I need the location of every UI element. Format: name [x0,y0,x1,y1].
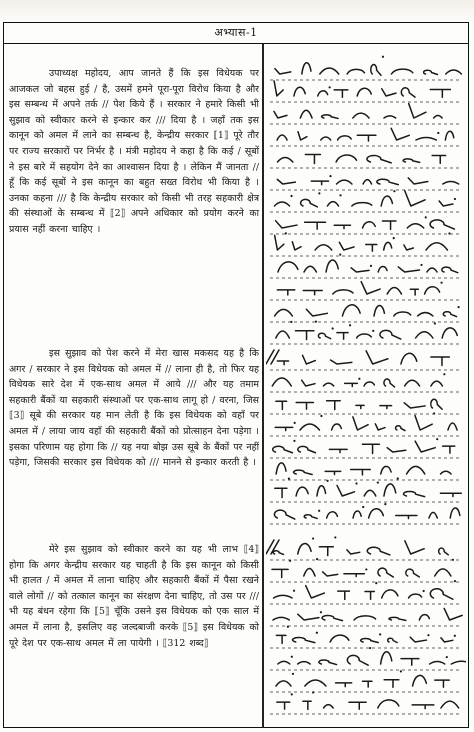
section-break-mark [266,540,279,554]
shorthand-dot [320,415,322,417]
shorthand-outline [441,471,451,474]
shorthand-outline [366,244,377,251]
shorthand-outline [277,135,287,140]
shorthand-outline [296,487,308,496]
shorthand-outline [305,680,326,686]
shorthand-dot [334,536,336,538]
shorthand-outline [277,702,290,709]
shorthand-outline [434,116,443,118]
shorthand-dot [423,590,425,592]
shorthand-dot [377,481,379,483]
shorthand-outline [394,312,411,316]
shorthand-outline [431,399,442,409]
shorthand-dot [291,656,293,658]
shorthand-outline [327,202,338,206]
shorthand-outline [298,662,310,664]
shorthand-outline [357,88,371,96]
shorthand-dot [440,282,442,284]
shorthand-outline [430,662,445,664]
shorthand-dot [358,378,360,380]
shorthand-outline [430,220,454,229]
shorthand-outline [304,569,315,576]
shorthand-outline [324,705,334,708]
shorthand-dot [375,582,377,584]
shorthand-outline [272,569,288,577]
shorthand-outline [406,569,419,577]
shorthand-outline [401,659,419,665]
shorthand-outline [430,589,453,599]
shorthand-dot [288,477,290,479]
shorthand-outline [405,191,425,206]
shorthand-outline [331,360,352,364]
shorthand-outline [342,305,360,316]
shorthand-dot [433,412,435,414]
shorthand-outline [401,88,415,97]
shorthand-dot [329,86,331,88]
shorthand-outline [304,266,316,272]
shorthand-outline [347,655,368,665]
shorthand-outline [302,380,315,386]
shorthand-dot [382,56,384,58]
shorthand-outline [363,180,371,184]
shorthand-dot [379,633,381,635]
shorthand-outline [387,448,406,452]
shorthand-outline [439,548,449,555]
shorthand-outline [407,466,425,474]
shorthand-outline [318,333,330,338]
shorthand-outline [337,333,348,339]
shorthand-outline [323,572,338,576]
shorthand-outline [430,90,450,98]
shorthand-outline [292,242,301,250]
shorthand-outline [427,268,437,272]
shorthand-dot [320,611,322,613]
shorthand-dot [434,322,436,324]
shorthand-dot [312,537,314,539]
shorthand-outline [426,243,447,250]
passage-paragraph-1: उपाध्यक्ष महोदय, आप जानते हैं कि इस विधेयक पर आजकल जो बहस हुई / है, उसमें हमने पूरा-पूरा विरोध किया है और इस सम्बन्ध में अपने तर्क // पेश किये हैं । सरकार ने हमारे किसी भी सुझाव को स्वीकार करने से इन्कार कर /// दिया है । जहाँ तक इस कानून को अमल में लाने का सम्बन्ध है, केन्द्रीय सरकार ⟦1⟧ पूरे तौर पर राज्य सरकारों पर निर्भर है । मंत्री महोदय ने कहा है कि कई / सूबों ने इस बारे में सहयोग देने का आश्वासन दिया है । लेकिन मैं जानता // हूँ कि कई सूबों ने इस कानून का बहुत सख्त विरोध भी किया है । उनका कहना /// है कि केन्द्रीय सरकार को किसी भी तरह सहकारी क्षेत्र की संस्थाओं के सम्बन्ध में ⟦2⟧ अपने अधिकार को प्रयोग करने का प्रयास नहीं करना चाहिए । [9,68,259,235]
shorthand-outline [334,225,350,228]
shorthand-outline [363,222,376,228]
shorthand-outline [396,515,417,518]
shorthand-outline [444,608,462,620]
shorthand-dot [452,559,454,561]
shorthand-outline [412,705,434,709]
shorthand-outline [338,591,350,599]
shorthand-dot [293,590,295,592]
shorthand-outline [319,547,333,556]
shorthand-outline [380,406,392,409]
shorthand-outline [277,179,295,184]
shorthand-outline [384,680,399,688]
shorthand-outline [298,132,307,140]
shorthand-outline [404,491,425,496]
shorthand-outline [378,700,399,708]
shorthand-outline [277,157,292,162]
shorthand-outline [275,427,292,430]
shorthand-outline [298,446,316,452]
shorthand-dot [316,558,318,560]
shorthand-outline [273,617,289,620]
page-top-margin [0,0,474,22]
shorthand-outline [319,660,337,665]
shorthand-outline [320,68,339,74]
shorthand-dot [437,132,439,134]
shorthand-outline [382,221,395,229]
shorthand-outline [451,661,466,664]
shorthand-outline [276,401,287,409]
shorthand-outline [441,701,459,708]
shorthand-outline [338,136,352,140]
shorthand-column [266,46,466,726]
shorthand-outline [357,334,372,338]
shorthand-dot [316,632,318,634]
shorthand-outline [275,69,291,74]
shorthand-outline [409,594,422,598]
shorthand-outline [443,446,455,453]
shorthand-outline [404,403,425,408]
shorthand-outline [435,680,449,687]
shorthand-outline [276,681,291,686]
shorthand-outline [303,355,316,364]
shorthand-outline [351,268,369,272]
shorthand-outline [277,290,294,295]
shorthand-outline [408,178,428,184]
shorthand-outline [306,309,327,316]
shorthand-dot [349,324,351,326]
shorthand-outline [275,309,293,316]
shorthand-outline [367,155,391,162]
shorthand-outline [391,128,409,140]
shorthand-outline [305,155,320,164]
shorthand-outline [298,614,319,620]
shorthand-outline [347,550,360,554]
shorthand-outline [440,493,461,496]
shorthand-outline [326,260,338,272]
shorthand-outline [303,290,322,294]
shorthand-outline [410,289,418,295]
shorthand-outline [306,586,325,598]
shorthand-outline [431,357,450,365]
shorthand-outline [377,179,398,184]
shorthand-outline [295,331,313,340]
shorthand-outline [345,383,358,386]
shorthand-outline [330,635,349,642]
shorthand-dot [312,691,314,693]
shorthand-dot [436,438,438,440]
shorthand-outline [276,331,290,338]
shorthand-outline [367,547,390,555]
shorthand-outline [381,196,392,206]
shorthand-outline [274,81,283,96]
shorthand-outline [304,515,317,519]
shorthand-outline [301,199,318,206]
shorthand-outline [441,638,453,642]
shorthand-outline [311,181,328,185]
shorthand-outline [353,511,361,518]
shorthand-dot [384,503,386,505]
shorthand-outlines-drawing [266,46,466,726]
shorthand-outline [354,616,375,620]
shorthand-dot [446,656,448,658]
shorthand-outline [396,426,405,431]
shorthand-outline [416,138,436,140]
shorthand-outline [384,116,396,118]
shorthand-outline [361,282,380,294]
shorthand-outline [353,417,368,430]
shorthand-dot [355,482,357,484]
shorthand-outline [446,70,462,74]
shorthand-dot [393,237,395,239]
shorthand-outline [274,510,294,519]
shorthand-dot [329,175,331,177]
shorthand-outline [375,424,385,430]
shorthand-outline [443,181,459,184]
shorthand-outline [334,90,348,97]
shorthand-outline [327,401,341,410]
shorthand-dot [290,321,292,323]
shorthand-outline [317,486,326,496]
shorthand-dot [457,306,459,308]
shorthand-outline [404,245,413,250]
shorthand-outline [442,267,458,272]
shorthand-outline [388,638,397,642]
title-bar [3,22,469,44]
shorthand-outline [361,639,378,643]
shorthand-outline [384,379,395,387]
shorthand-outline [387,287,401,294]
shorthand-outline [407,224,424,228]
shorthand-outline [276,221,298,228]
shorthand-dot [287,626,289,628]
shorthand-dot [397,477,399,479]
shorthand-outline [315,245,332,250]
shorthand-dot [454,198,456,200]
shorthand-dot [290,195,292,197]
shorthand-outline [419,615,429,620]
shorthand-outline [398,267,419,272]
section-break-mark [266,350,279,364]
shorthand-outline [296,403,313,410]
shorthand-dot [318,192,320,194]
shorthand-outline [336,155,356,162]
shorthand-outline [403,159,419,162]
page-title: अभ्यास-1 [214,26,258,39]
shorthand-outline [349,702,366,709]
shorthand-outline [366,351,388,364]
shorthand-outline [418,313,433,316]
shorthand-outline [302,63,311,74]
shorthand-outline [276,635,286,643]
shorthand-outline [294,470,313,474]
shorthand-outline [303,701,311,709]
shorthand-outline [413,675,427,686]
shorthand-outline [327,512,338,518]
shorthand-outline [347,69,364,74]
shorthand-dot [289,560,291,562]
shorthand-outline [351,469,371,474]
shorthand-outline [410,637,426,642]
shorthand-outline [362,444,379,453]
shorthand-outline [435,569,451,576]
shorthand-outline [322,615,342,620]
shorthand-dot [400,670,402,672]
shorthand-outline [431,381,442,386]
shorthand-outline [442,328,457,338]
shorthand-outline [321,137,331,140]
shorthand-outline [278,661,290,664]
shorthand-outline [318,91,328,96]
shorthand-outline [277,361,288,365]
shorthand-dot [294,422,296,424]
shorthand-outline [322,115,339,119]
shorthand-outline [333,290,353,294]
shorthand-dot [427,634,429,636]
shorthand-outline [371,65,381,76]
shorthand-outline [278,262,298,272]
shorthand-dot [285,232,287,234]
shorthand-dot [372,330,374,332]
shorthand-dot [425,216,427,218]
shorthand-outline [336,683,352,687]
shorthand-outline [405,380,420,386]
shorthand-outline [391,69,412,74]
shorthand-outline [382,89,396,96]
shorthand-outline [363,681,372,687]
shorthand-outline [443,312,456,317]
shorthand-outline [273,446,293,452]
shorthand-outline [384,484,396,496]
passage-paragraph-2: इस सुझाव को पेश करने में मेरा खास मकसद यह है कि अगर / सरकार ने इस विधेयक को अमल में // लाना ही है, तो फिर यह विधेयक सारे देश में एक-साथ अमल में आये /// और यह तमाम सहकारी बैंकों या सहकारी संस्थाओं पर एक-साथ लागू हो / वरना, जिस ⟦3⟧ सूबे की सरकार यह मान लेती है कि इस विधेयक को वहाँ पर अमल में / लाया जाय वहाँ की सहकारी बैंकों को प्रोत्साहन देना पड़ेगा । इसका परिणाम यह होगा कि // यह नया बोझ उस सूबे के बैंकों पर नहीं पड़ेगा, जिसकी सरकार इस विधेयक को /// मानने से इन्कार करती है । [9,348,259,469]
shorthand-outline [439,201,453,206]
shorthand-outline [409,104,426,118]
shorthand-dot [318,510,320,512]
shorthand-outline [323,383,333,386]
shorthand-dot [292,673,294,675]
shorthand-outline [364,490,376,496]
shorthand-outline [329,449,347,452]
shorthand-dot [339,254,341,256]
shorthand-outline [339,242,354,250]
shorthand-outline [275,235,284,250]
shorthand-dot [454,635,456,637]
shorthand-outline [298,544,311,554]
shorthand-outline [365,592,374,600]
shorthand-outline [305,222,326,229]
shorthand-outline [364,382,374,386]
shorthand-outline [274,202,289,206]
shorthand-outline [378,266,387,272]
shorthand-outline [325,471,341,474]
shorthand-outline [274,111,287,118]
shorthand-dot [339,194,341,196]
shorthand-dot [393,190,395,192]
shorthand-dot [291,693,293,695]
shorthand-outline [450,508,460,518]
shorthand-outline [405,541,424,554]
shorthand-outline [415,416,432,430]
shorthand-outline [353,113,369,118]
shorthand-outline [401,353,417,364]
shorthand-dot [420,264,422,266]
column-divider [262,44,264,728]
shorthand-outline [448,423,457,430]
shorthand-outline [300,424,319,430]
shorthand-outline [445,131,453,140]
shorthand-outline [374,305,384,316]
shorthand-dot [443,373,445,375]
shorthand-outline [300,110,312,118]
shorthand-dot [370,265,372,267]
shorthand-dot [369,647,371,649]
passage-paragraph-3: मेरे इस सुझाव को स्वीकार करने का यह भी लाभ ⟦4⟧ होगा कि अगर केन्द्रीय सरकार यह चाहती है कि इस कानून को किसी भी हालत / में अमल में लाना चाहिए और सहकारी बैंकों में पैसा रखने वाले लोगों // को तत्काल कानून का संरक्षण देना चाहिए, तो उस पर /// भी यह बंधन रहेगा कि ⟦5⟧ चूँकि उसने इस विधेयक को एक साल में अमल में लाना है, इसलिए वह जल्दबाजी करके ⟦5⟧ इस विधेयक को पूरे देश पर एक-साथ अमल में ला पायेगी । ⟦312 शब्द⟧ [9,544,259,649]
shorthand-outline [273,551,283,555]
shorthand-outline [275,488,287,497]
shorthand-outline [357,135,376,141]
shorthand-dot [293,440,295,442]
shorthand-dot [315,320,317,322]
shorthand-outline [273,595,292,598]
shorthand-dot [448,232,450,234]
shorthand-dot [365,568,367,570]
shorthand-outline [293,637,315,642]
shorthand-outline [272,378,291,386]
shorthand-outline [381,652,392,664]
shorthand-outline [429,512,437,518]
shorthand-outline [389,617,406,620]
shorthand-outline [416,332,433,338]
shorthand-outline [344,574,364,577]
shorthand-outline [332,424,342,430]
shorthand-outline [378,568,393,577]
shorthand-outline [382,590,398,598]
shorthand-outline [369,509,384,518]
shorthand-outline [384,242,392,250]
shorthand-dot [362,506,364,508]
shorthand-outline [425,287,440,294]
shorthand-outline [337,485,354,496]
shorthand-outline [356,405,364,408]
shorthand-outline [380,330,401,339]
shorthand-dot [326,480,328,482]
shorthand-dot [454,580,456,582]
shorthand-outline [381,466,391,474]
shorthand-outline [415,441,435,452]
shorthand-outline [276,463,286,474]
shorthand-outline [432,155,445,163]
shorthand-outline [352,203,372,206]
shorthand-outline [294,87,305,96]
shorthand-outline [424,70,438,74]
shorthand-dot [332,327,334,329]
shorthand-outline [337,180,352,184]
